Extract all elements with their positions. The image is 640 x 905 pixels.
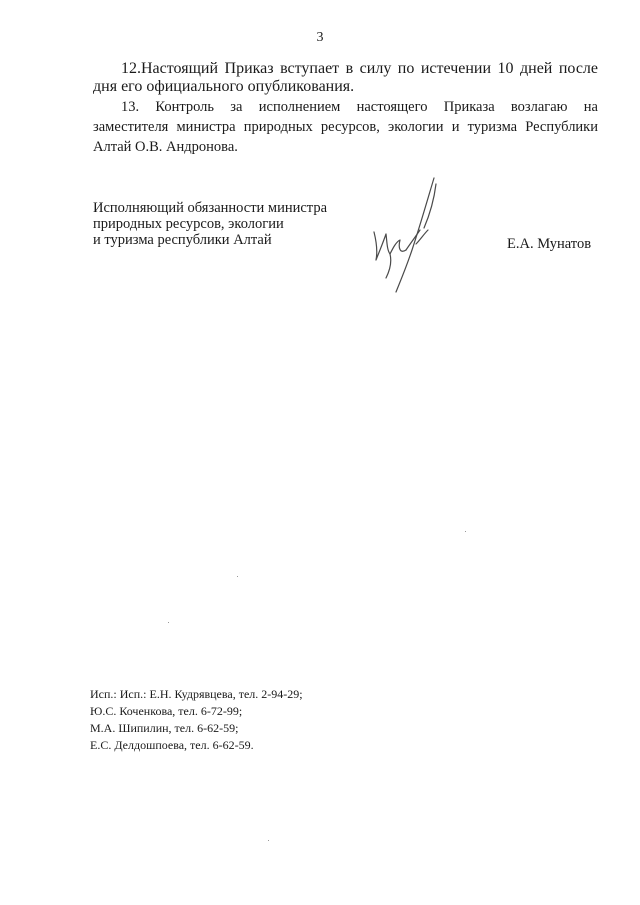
executor-line: М.А. Шипилин, тел. 6-62-59; xyxy=(90,721,239,735)
paragraph-13 xyxy=(93,97,598,157)
paragraph-13-line-2: заместителя министра природных ресурсов, экологии и туризма Республики xyxy=(93,119,598,135)
page-number: 3 xyxy=(316,30,324,45)
paragraph-13-line-1: 13. Контроль за исполнением настоящего Приказа возлагаю на xyxy=(121,99,598,115)
executor-line: Е.С. Делдошпоева, тел. 6-62-59. xyxy=(90,738,254,752)
position-line: и туризма республики Алтай xyxy=(93,232,272,248)
position-line: Исполняющий обязанности министра xyxy=(93,200,328,216)
executor-line: Ю.С. Коченкова, тел. 6-72-99; xyxy=(90,704,243,718)
executor-line: Исп.: Исп.: Е.Н. Кудрявцева, тел. 2-94-29; xyxy=(90,687,303,701)
paragraph-12: 12.Настоящий Приказ вступает в силу по истечении 10 дней после дня его официального опубликования. xyxy=(93,60,598,95)
scan-speck xyxy=(237,576,238,577)
scan-speck xyxy=(268,840,269,841)
signatory-position xyxy=(93,200,327,248)
position-line: природных ресурсов, экологии xyxy=(93,216,284,232)
signer-name: Е.А. Мунатов xyxy=(507,236,592,252)
paragraph-13-line-3: Алтай О.В. Андронова. xyxy=(93,139,238,155)
scan-speck xyxy=(168,622,169,623)
handwritten-signature xyxy=(360,170,450,295)
executors-list xyxy=(90,686,303,754)
scan-speck xyxy=(465,531,466,532)
